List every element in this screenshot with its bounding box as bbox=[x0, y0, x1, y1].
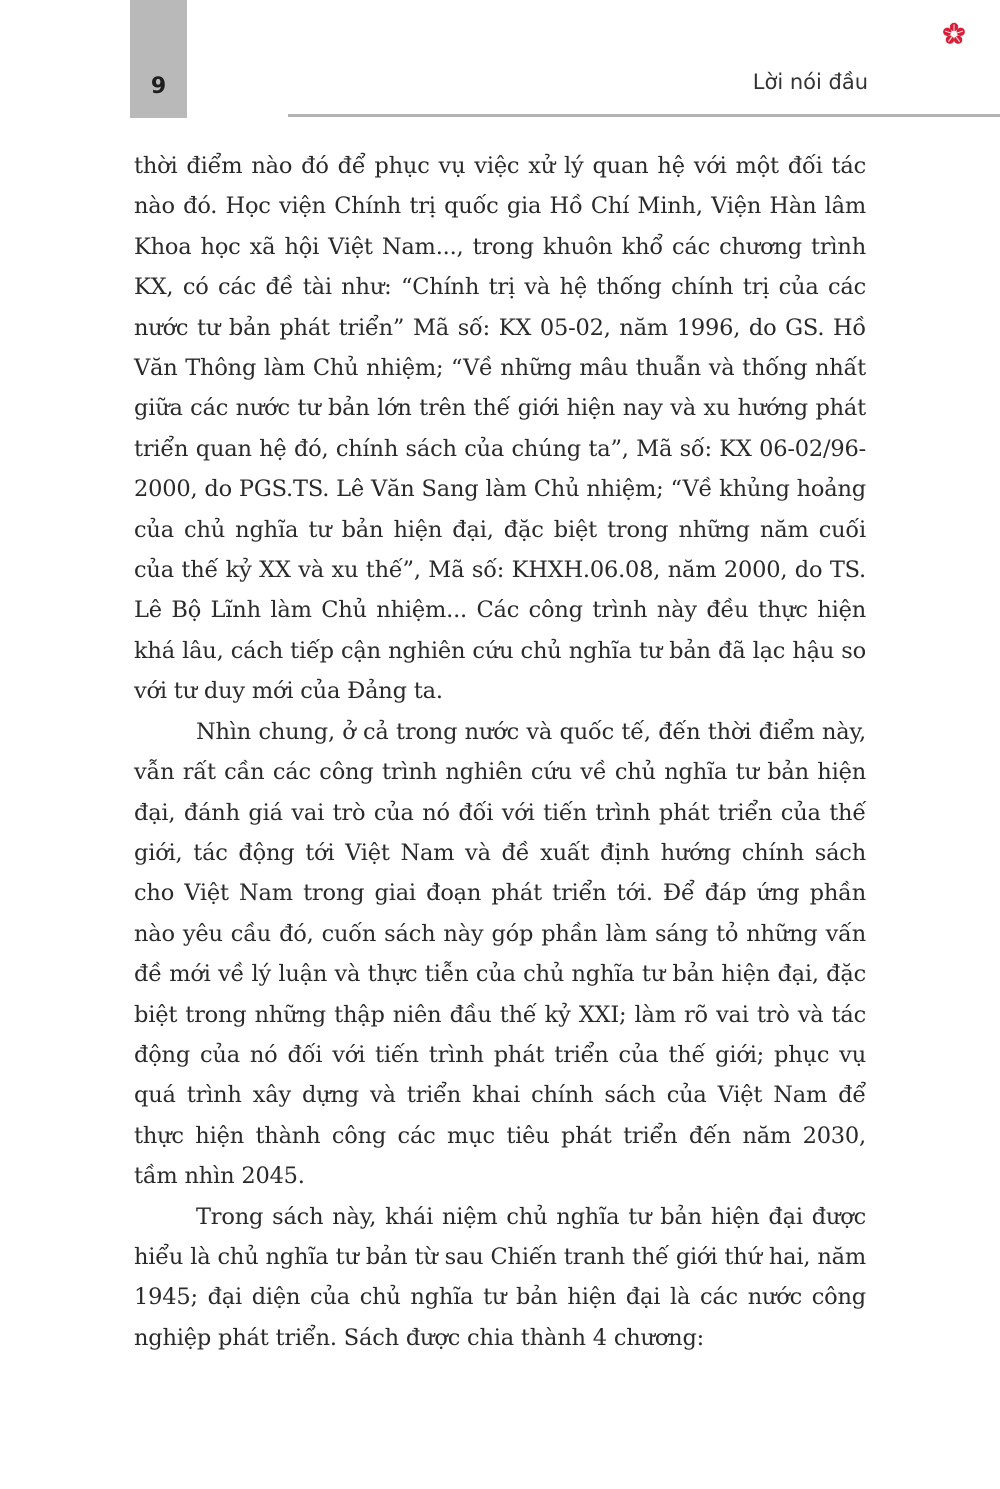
red-flower-icon bbox=[942, 22, 966, 46]
paragraph-1: thời điểm nào đó để phục vụ việc xử lý quan hệ với một đối tác nào đó. Học viện Chính trị quốc gia Hồ Chí Minh, Viện Hàn lâm Khoa học xã hội Việt Nam..., trong khuôn khổ các chương trình KX, có các đề tài như: “Chính trị và hệ thống chính trị của các nước tư bản phát triển” Mã số: KX 05-02, năm 1996, do GS. Hồ Văn Thông làm Chủ nhiệm; “Về những mâu thuẫn và thống nhất giữa các nước tư bản lớn trên thế giới hiện nay và xu hướng phát triển quan hệ đó, chính sách của chúng ta”, Mã số: KX 06-02/96-2000, do PGS.TS. Lê Văn Sang làm Chủ nhiệm; “Về khủng hoảng của chủ nghĩa tư bản hiện đại, đặc biệt trong những năm cuối của thế kỷ XX và xu thế”, Mã số: KHXH.06.08, năm 2000, do TS. Lê Bộ Lĩnh làm Chủ nhiệm... Các công trình này đều thực hiện khá lâu, cách tiếp cận nghiên cứu chủ nghĩa tư bản đã lạc hậu so với tư duy mới của Đảng ta. bbox=[134, 153, 866, 705]
running-title: Lời nói đầu bbox=[752, 70, 868, 94]
page-number-tab bbox=[130, 0, 187, 118]
header-rule bbox=[288, 114, 1000, 117]
page-number: 9 bbox=[150, 74, 167, 99]
body-text bbox=[134, 146, 866, 1358]
paragraph-3: Trong sách này, khái niệm chủ nghĩa tư bản hiện đại được hiểu là chủ nghĩa tư bản từ sau Chiến tranh thế giới thứ hai, năm 1945; đại diện của chủ nghĩa tư bản hiện đại là các nước công nghiệp phát triển. Sách được chia thành 4 chương: bbox=[134, 1203, 866, 1351]
paragraph-2: Nhìn chung, ở cả trong nước và quốc tế, đến thời điểm này, vẫn rất cần các công trình nghiên cứu về chủ nghĩa tư bản hiện đại, đánh giá vai trò của nó đối với tiến trình phát triển của thế giới, tác động tới Việt Nam và đề xuất định hướng chính sách cho Việt Nam trong giai đoạn phát triển tới. Để đáp ứng phần nào yêu cầu đó, cuốn sách này góp phần làm sáng tỏ những vấn đề mới về lý luận và thực tiễn của chủ nghĩa tư bản hiện đại, đặc biệt trong những thập niên đầu thế kỷ XXI; làm rõ vai trò và tác động của nó đối với tiến trình phát triển của thế giới; phục vụ quá trình xây dựng và triển khai chính sách của Việt Nam để thực hiện thành công các mục tiêu phát triển đến năm 2030, tầm nhìn 2045. bbox=[134, 718, 866, 1190]
